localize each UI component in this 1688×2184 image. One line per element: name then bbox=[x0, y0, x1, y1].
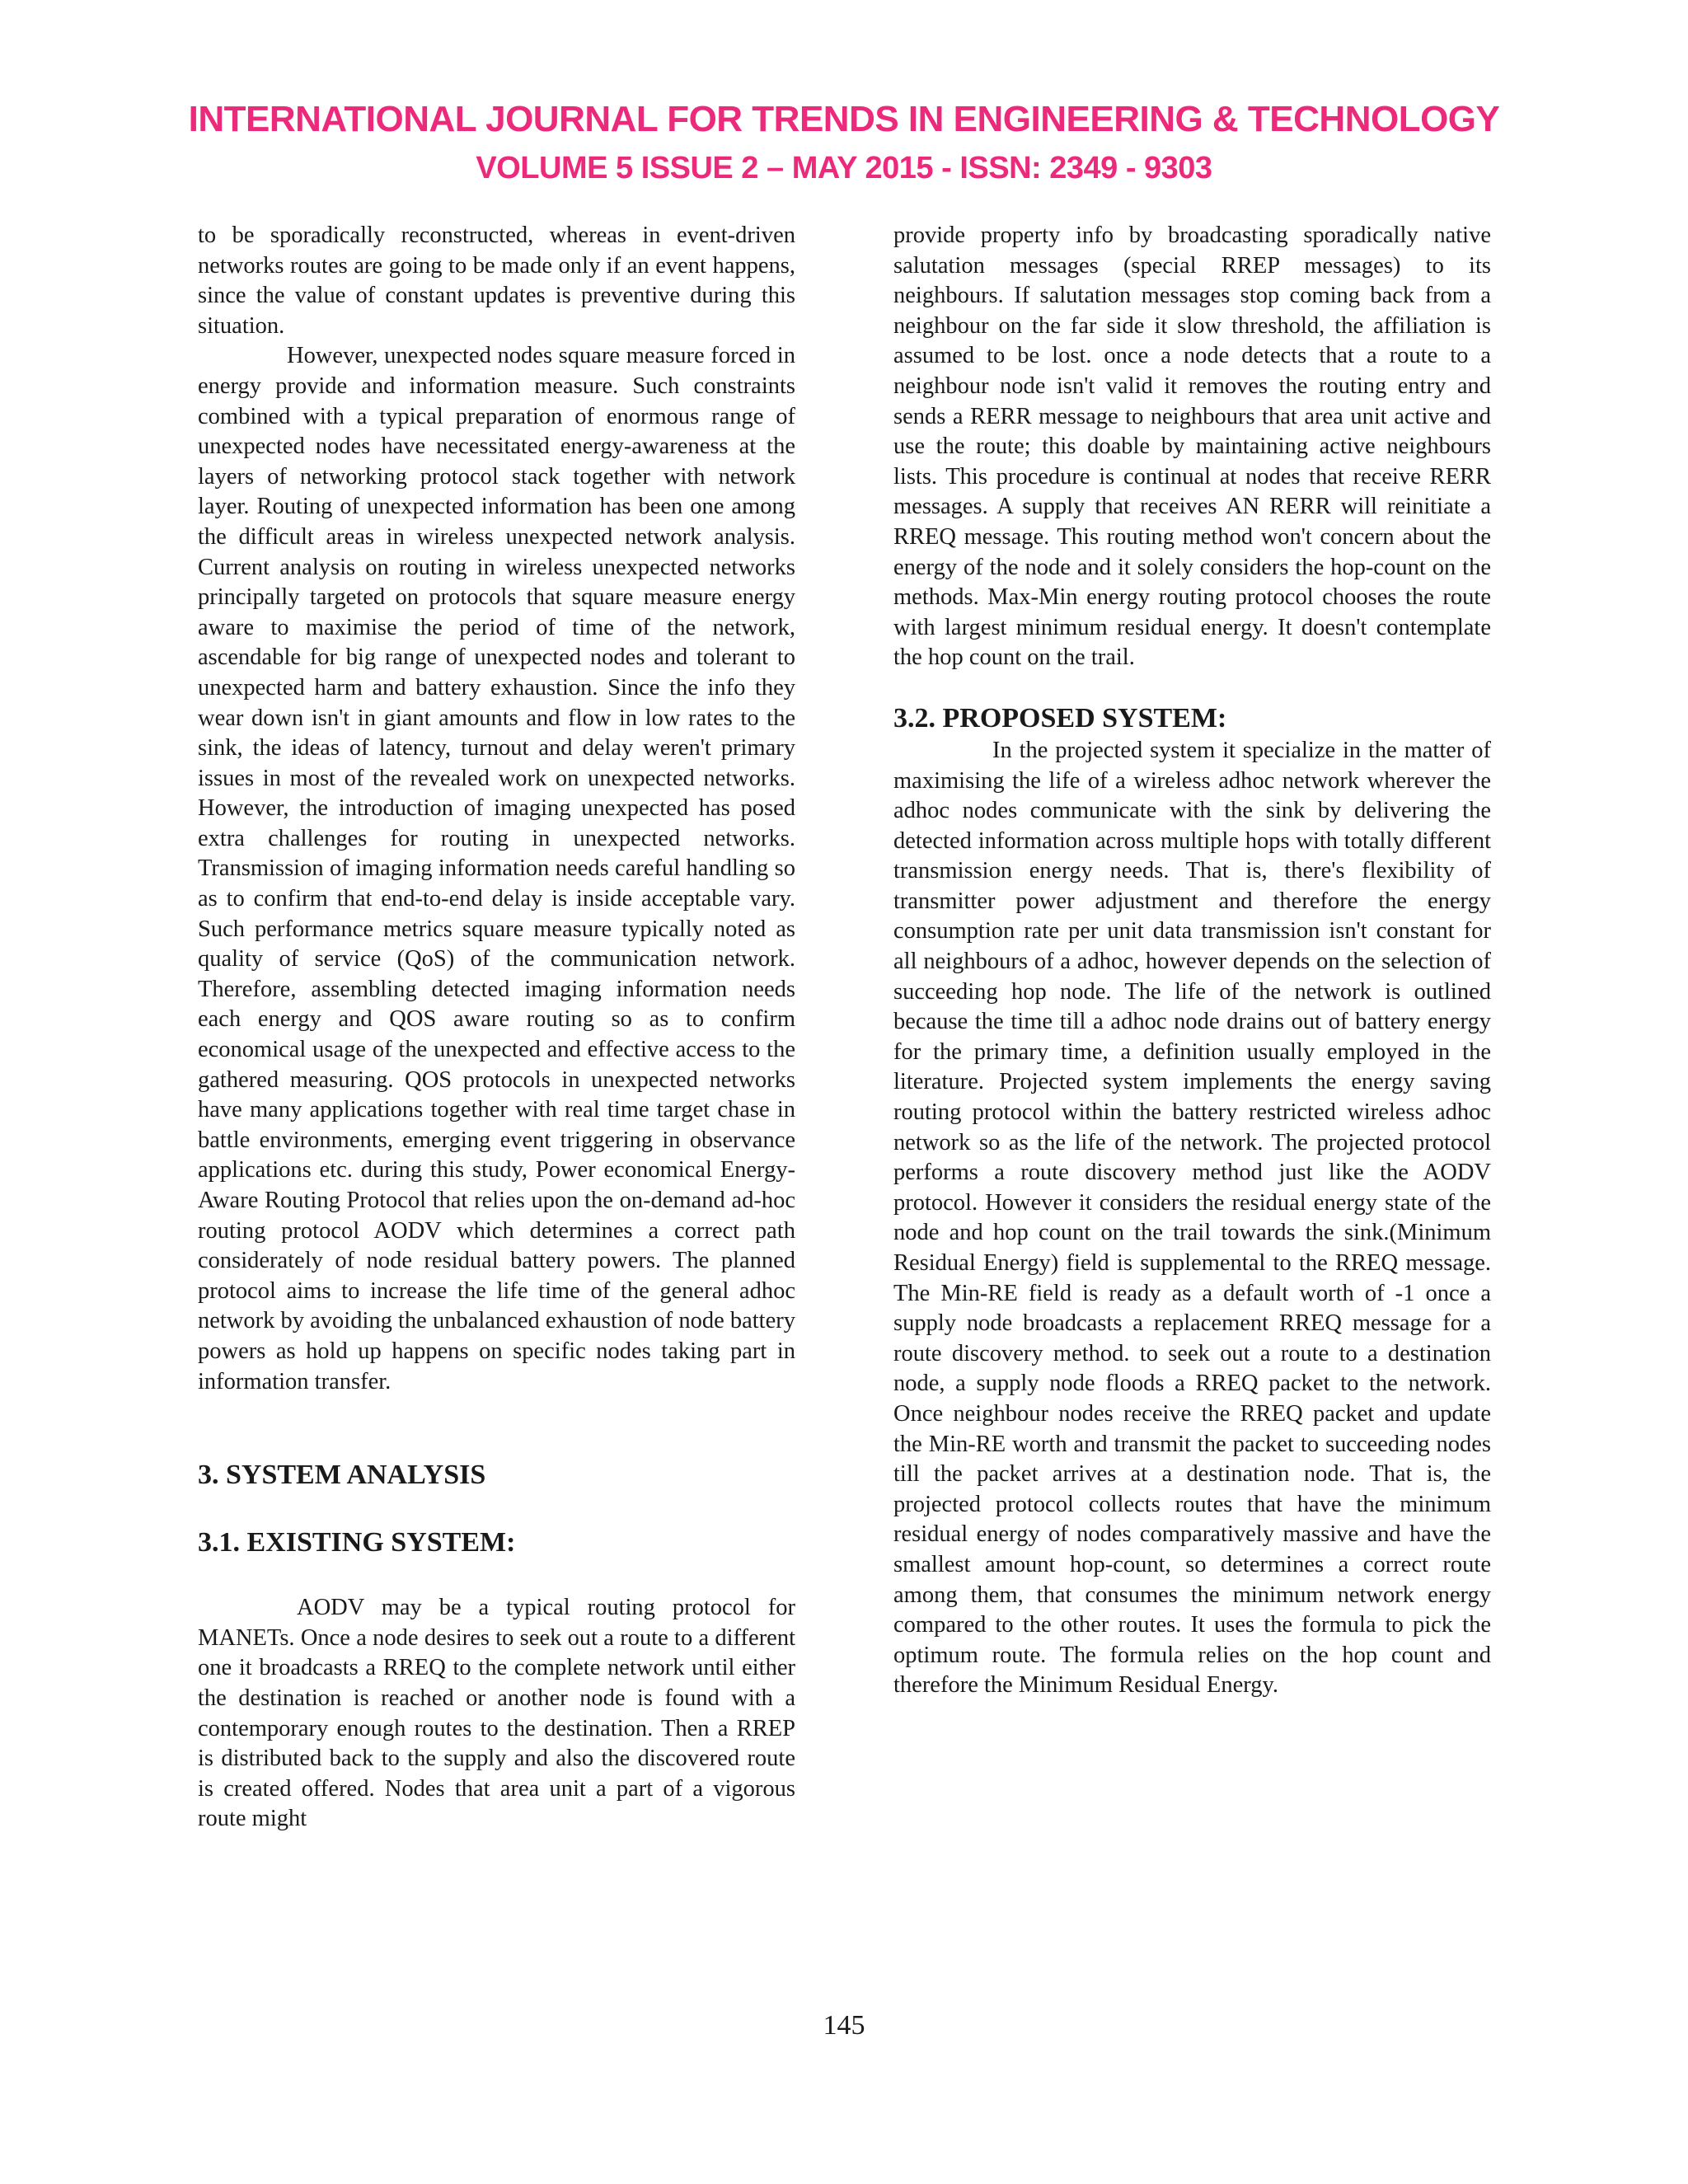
section-heading-existing-system: 3.1. EXISTING SYSTEM: bbox=[198, 1527, 516, 1558]
left-column bbox=[198, 221, 795, 1835]
journal-title: INTERNATIONAL JOURNAL FOR TRENDS IN ENGINEERING & TECHNOLOGY bbox=[188, 99, 1500, 139]
left-paragraph-3: AODV may be a typical routing protocol for MANETs. Once a node desires to seek out a route to a different one it broadcasts a RREQ to the complete network until either the destination is reached or another node is found with a contemporary enough routes to the destination. Then a RREP is distributed back to the supply and also the discovered route is created offered. Nodes that area unit a part of a vigorous route might bbox=[198, 1595, 795, 1832]
left-paragraph-2: However, unexpected nodes square measure forced in energy provide and information measure. Such constraints combined with a typical preparation of enormous range of unexpected nodes have necessitated energy-awareness at the layers of networking protocol stack together with network layer. Routing of unexpected information has been one among the difficult areas in wireless unexpected network analysis. Current analysis on routing in wireless unexpected networks principally targeted on protocols that square measure energy aware to maximise the period of time of the network, ascendable for big range of unexpected nodes and tolerant to unexpected harm and battery exhaustion. Since the info they wear down isn't in giant amounts and flow in low rates to the sink, the ideas of latency, turnout and delay weren't primary issues in most of the revealed work on unexpected networks. However, the introduction of imaging unexpected has posed extra challenges for routing in unexpected networks. Transmission of imaging information needs careful handling so as to confirm that end-to-end delay is inside acceptable vary. Such performance metrics square measure typically noted as quality of service (QoS) of the communication network. Therefore, assembling detected imaging information needs each energy and QOS aware routing so as to confirm economical usage of the unexpected and effective access to the gathered measuring. QOS protocols in unexpected networks have many applications together with real time target chase in battle environments, emerging event triggering in observance applications etc. during this study, Power economical Energy-Aware Routing Protocol that relies upon the on-demand ad-hoc routing protocol AODV which determines a correct path considerately of node residual battery powers. The planned protocol aims to increase the life time of the general adhoc network by avoiding the unbalanced exhaustion of node battery powers as hold up happens on specific nodes taking part in information transfer. bbox=[198, 343, 795, 1394]
section-heading-system-analysis: 3. SYSTEM ANALYSIS bbox=[198, 1460, 486, 1491]
left-paragraph-1: to be sporadically reconstructed, whereas in event-driven networks routes are going to be made only if an event happens, since the value of constant updates is preventive during this situation. bbox=[198, 223, 795, 339]
page-number: 145 bbox=[823, 2010, 865, 2041]
section-heading-proposed-system: 3.2. PROPOSED SYSTEM: bbox=[893, 702, 1227, 733]
journal-issue-line: VOLUME 5 ISSUE 2 – MAY 2015 - ISSN: 2349 - 9303 bbox=[476, 151, 1212, 185]
right-column bbox=[893, 221, 1491, 1701]
journal-header bbox=[0, 97, 1688, 190]
right-paragraph-1: provide property info by broadcasting sporadically native salutation messages (special RREP messages) to its neighbours. If salutation messages stop coming back from a neighbour on the far side it slow threshold, the affiliation is assumed to be lost. once a node detects that a route to a neighbour node isn't valid it removes the routing entry and sends a RERR message to neighbours that area unit active and use the route; this doable by maintaining active neighbours lists. This procedure is continual at nodes that receive RERR messages. A supply that receives AN RERR will reinitiate a RREQ message. This routing method won't concern about the energy of the node and it solely considers the hop-count on the methods. Max-Min energy routing protocol chooses the route with largest minimum residual energy. It doesn't contemplate the hop count on the trail. bbox=[893, 223, 1491, 671]
right-paragraph-2: In the projected system it specialize in the matter of maximising the life of a wireless adhoc network wherever the adhoc nodes communicate with the sink by delivering the detected information across multiple hops with totally different transmission energy needs. That is, there's flexibility of transmitter power adjustment and therefore the energy consumption rate per unit data transmission isn't constant for all neighbours of a adhoc, however depends on the selection of succeeding hop node. The life of the network is outlined because the time till a adhoc node drains out of battery energy for the primary time, a definition usually employed in the literature. Projected system implements the energy saving routing protocol within the battery restricted wireless adhoc network so as the life of the network. The projected protocol performs a route discovery method just like the AODV protocol. However it considers the residual energy state of the node and hop count on the trail towards the sink.(Minimum Residual Energy) field is supplemental to the RREQ message. The Min-RE field is ready as a default worth of -1 once a supply node broadcasts a replacement RREQ message for a route discovery method. to seek out a route to a destination node, a supply node floods a RREQ packet to the network. Once neighbour nodes receive the RREQ packet and update the Min-RE worth and transmit the packet to succeeding nodes till the packet arrives at a destination node. That is, the projected protocol collects routes that have the minimum residual energy of nodes comparatively massive and have the smallest amount hop-count, so determines a correct route among them, that consumes the minimum network energy compared to the other routes. It uses the formula to pick the optimum route. The formula relies on the hop count and therefore the Minimum Residual Energy. bbox=[893, 737, 1491, 1699]
